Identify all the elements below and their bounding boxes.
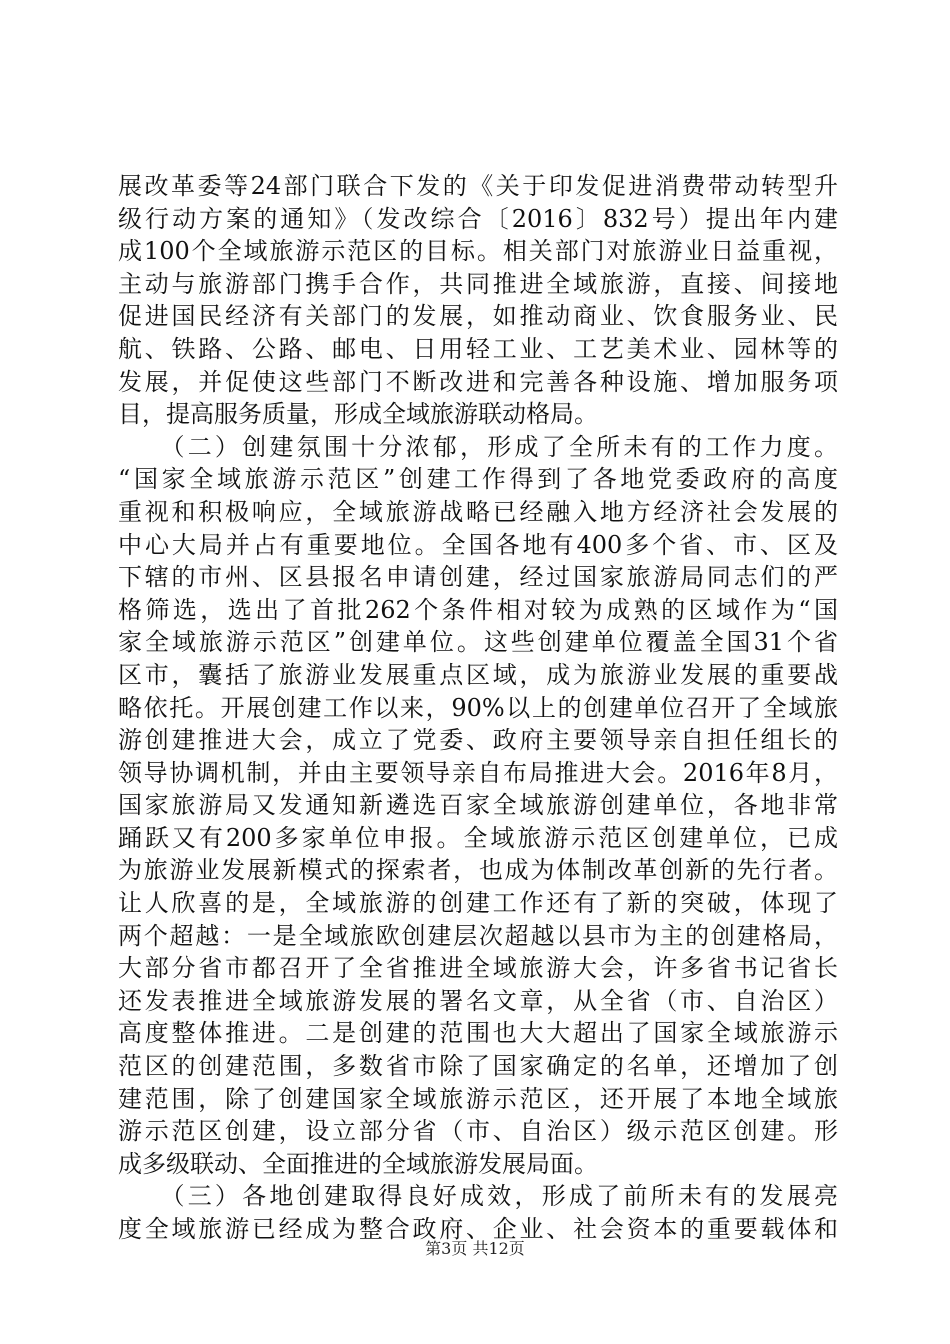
text-line: 度全域旅游已经成为整合政府、企业、社会资本的重要载体和 (118, 1215, 838, 1243)
text-line: 展改革委等24部门联合下发的《关于印发促进消费带动转型升 (118, 172, 838, 200)
text-line: 家全域旅游示范区”创建单位。这些创建单位覆盖全国31个省 (118, 628, 838, 657)
text-line: 区市，囊括了旅游业发展重点区域，成为旅游业发展的重要战 (118, 660, 838, 689)
text-line: 促进国民经济有关部门的发展，如推动商业、饮食服务业、民 (118, 302, 838, 331)
text-line: 格筛选，选出了首批262个条件相对较为成熟的区域作为“国 (118, 595, 838, 624)
text-line: 让人欣喜的是，全域旅游的创建工作还有了新的突破，体现了 (118, 889, 838, 918)
text-line: 领导协调机制，并由主要领导亲自布局推进大会。2016年8月， (118, 758, 838, 787)
text-line: 为旅游业发展新模式的探索者，也成为体制改革创新的先行者。 (118, 856, 838, 885)
text-line: 略依托。开展创建工作以来，90%以上的创建单位召开了全域旅 (118, 693, 838, 722)
text-line: 范区的创建范围，多数省市除了国家确定的名单，还增加了创 (118, 1052, 838, 1081)
text-line: 主动与旅游部门携手合作，共同推进全域旅游，直接、间接地 (118, 269, 838, 298)
text-line: 大部分省市都召开了全省推进全域旅游大会，许多省书记省长 (118, 954, 838, 983)
text-line: 重视和积极响应，全域旅游战略已经融入地方经济社会发展的 (118, 497, 838, 526)
text-line: 踊跃又有200多家单位申报。全域旅游示范区创建单位，已成 (118, 823, 838, 852)
text-line: 两个超越：一是全域旅欧创建层次超越以县市为主的创建格局， (118, 921, 838, 950)
text-line: 中心大局并占有重要地位。全国各地有400多个省、市、区及 (118, 530, 838, 559)
text-line: 游创建推进大会，成立了党委、政府主要领导亲自担任组长的 (118, 726, 838, 755)
text-line: 级行动方案的通知》（发改综合〔2016〕832号）提出年内建 (118, 204, 838, 233)
text-line: （三）各地创建取得良好成效，形成了前所未有的发展亮 (118, 1182, 838, 1211)
text-line: “国家全域旅游示范区”创建工作得到了各地党委政府的高度 (118, 465, 838, 494)
text-line: 还发表推进全域旅游发展的署名文章，从全省（市、自治区） (118, 986, 838, 1015)
text-line: 发展，并促使这些部门不断改进和完善各种设施、增加服务项 (118, 367, 838, 396)
document-body (118, 170, 838, 1246)
text-line: （二）创建氛围十分浓郁，形成了全所未有的工作力度。 (118, 432, 838, 461)
text-line: 成多级联动、全面推进的全域旅游发展局面。 (118, 1149, 598, 1178)
text-line: 国家旅游局又发通知新遴选百家全域旅游创建单位，各地非常 (118, 791, 838, 820)
text-line: 高度整体推进。二是创建的范围也大大超出了国家全域旅游示 (118, 1019, 838, 1048)
text-line: 游示范区创建，设立部分省（市、自治区）级示范区创建。形 (118, 1117, 838, 1146)
text-line: 成100个全域旅游示范区的目标。相关部门对旅游业日益重视， (118, 237, 838, 266)
text-line: 下辖的市州、区县报名申请创建，经过国家旅游局同志们的严 (118, 563, 838, 592)
text-line: 目，提高服务质量，形成全域旅游联动格局。 (118, 400, 598, 429)
text-line: 建范围，除了创建国家全域旅游示范区，还开展了本地全域旅 (118, 1084, 838, 1113)
text-line: 航、铁路、公路、邮电、日用轻工业、工艺美术业、园林等的 (118, 334, 838, 363)
page-footer: 第3页 共12页 (425, 1239, 525, 1258)
